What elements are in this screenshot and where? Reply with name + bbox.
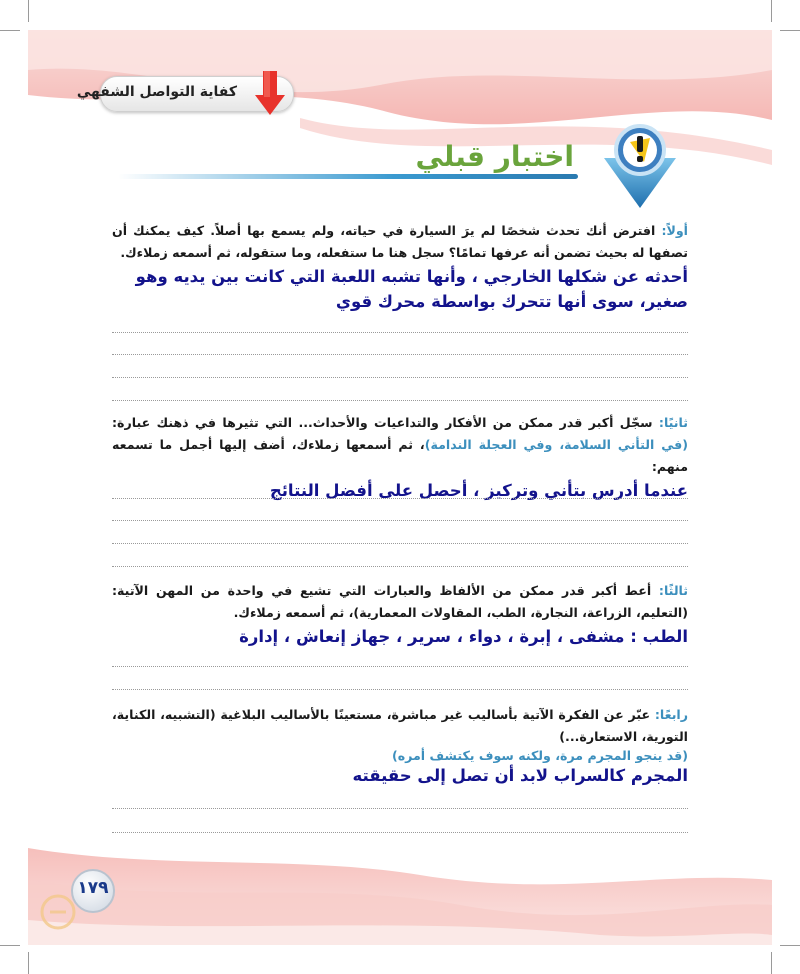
question-4-statement: (قد ينجو المجرم مرة، ولكنه سوف يكتشف أمره) — [391, 748, 688, 763]
question-3-label: ثالثًا: — [658, 583, 689, 598]
trim-mark — [771, 0, 772, 22]
page-title: اختبار قبلي — [415, 140, 574, 173]
question-1-prompt — [112, 220, 688, 264]
question-3 — [112, 580, 688, 649]
trim-mark — [0, 30, 20, 31]
question-3-text: أعط أكبر قدر ممكن من الألفاظ والعبارات التي تشيع في واحدة من المهن الآتية: (التعليم، الزراعة، النجارة، الطب، المقاولات المعمارية)، ثم أسمعه زملاءك. — [112, 583, 688, 620]
question-2-text: سجّل أكبر قدر ممكن من الأفكار والتداعيات والأحداث... التي تثيرها في ذهنك عبارة: — [112, 415, 653, 430]
question-2-label: ثانيًا: — [658, 415, 688, 430]
answer-line — [112, 832, 688, 833]
question-4-prompt — [112, 704, 688, 748]
trim-mark — [771, 952, 772, 974]
down-arrow-icon — [255, 71, 285, 115]
trim-mark — [0, 945, 20, 946]
question-1-answer: أحدثه عن شكلها الخارجي ، وأنها تشبه اللعبة التي كانت بين يديه وهو صغير، سوى أنها تتحرك بواسطة محرك قوي — [135, 267, 688, 311]
trim-mark — [28, 952, 29, 974]
answer-line — [112, 689, 688, 690]
answer-line — [112, 498, 688, 499]
exclamation-badge-icon — [594, 118, 686, 210]
question-1 — [112, 220, 688, 314]
question-4 — [112, 704, 688, 788]
answer-line — [112, 400, 688, 401]
question-2-prompt — [112, 412, 688, 478]
trim-mark — [28, 0, 29, 22]
badge-label: كفاية التواصل الشفهي — [76, 84, 237, 100]
question-1-label: أولاً: — [661, 223, 688, 238]
answer-line — [112, 377, 688, 378]
question-4-label: رابعًا: — [654, 707, 688, 722]
trim-mark — [780, 30, 800, 31]
answer-line — [112, 808, 688, 809]
question-4-answer: المجرم كالسراب لابد أن تصل إلى حقيقته — [352, 766, 688, 785]
answer-line — [112, 666, 688, 667]
question-2-phrase: (في التأني السلامة، وفي العجلة الندامة) — [424, 437, 688, 452]
question-4-text: عبّر عن الفكرة الآتية بأساليب غير مباشرة، مستعينًا بالأساليب البلاغية (التشبيه، الكناية، التورية، الاستعارة...) — [112, 707, 688, 744]
answer-line — [112, 354, 688, 355]
section-badge — [76, 76, 294, 112]
question-2-text-after: ، ثم أسمعها زملاءك، أضف إليها أجمل ما تسمعه منهم: — [112, 437, 688, 474]
answer-line — [112, 520, 688, 521]
question-2-answer: عندما أدرس بتأني وتركيز ، أحصل على أفضل النتائج — [269, 481, 688, 500]
trim-mark — [780, 945, 800, 946]
question-3-prompt — [112, 580, 688, 624]
question-1-text: افترض أنك تحدث شخصًا لم يرَ السيارة في حياته، ولم يسمع بها أصلاً. كيف يمكنك أن تصفها له بحيث تضمن أنه عرفها تمامًا؟ سجل هنا ما ستفعله، وما ستقوله، ثم أسمعه زملاءك. — [112, 223, 688, 260]
answer-line — [112, 332, 688, 333]
title-underline — [118, 174, 578, 179]
question-2 — [112, 412, 688, 503]
question-3-answer: الطب : مشفى ، إبرة ، دواء ، سرير ، جهاز إنعاش ، إدارة — [239, 627, 688, 646]
title-block — [118, 118, 686, 210]
answer-line — [112, 566, 688, 567]
answer-line — [112, 543, 688, 544]
page-number: ١٧٩ — [77, 878, 109, 898]
